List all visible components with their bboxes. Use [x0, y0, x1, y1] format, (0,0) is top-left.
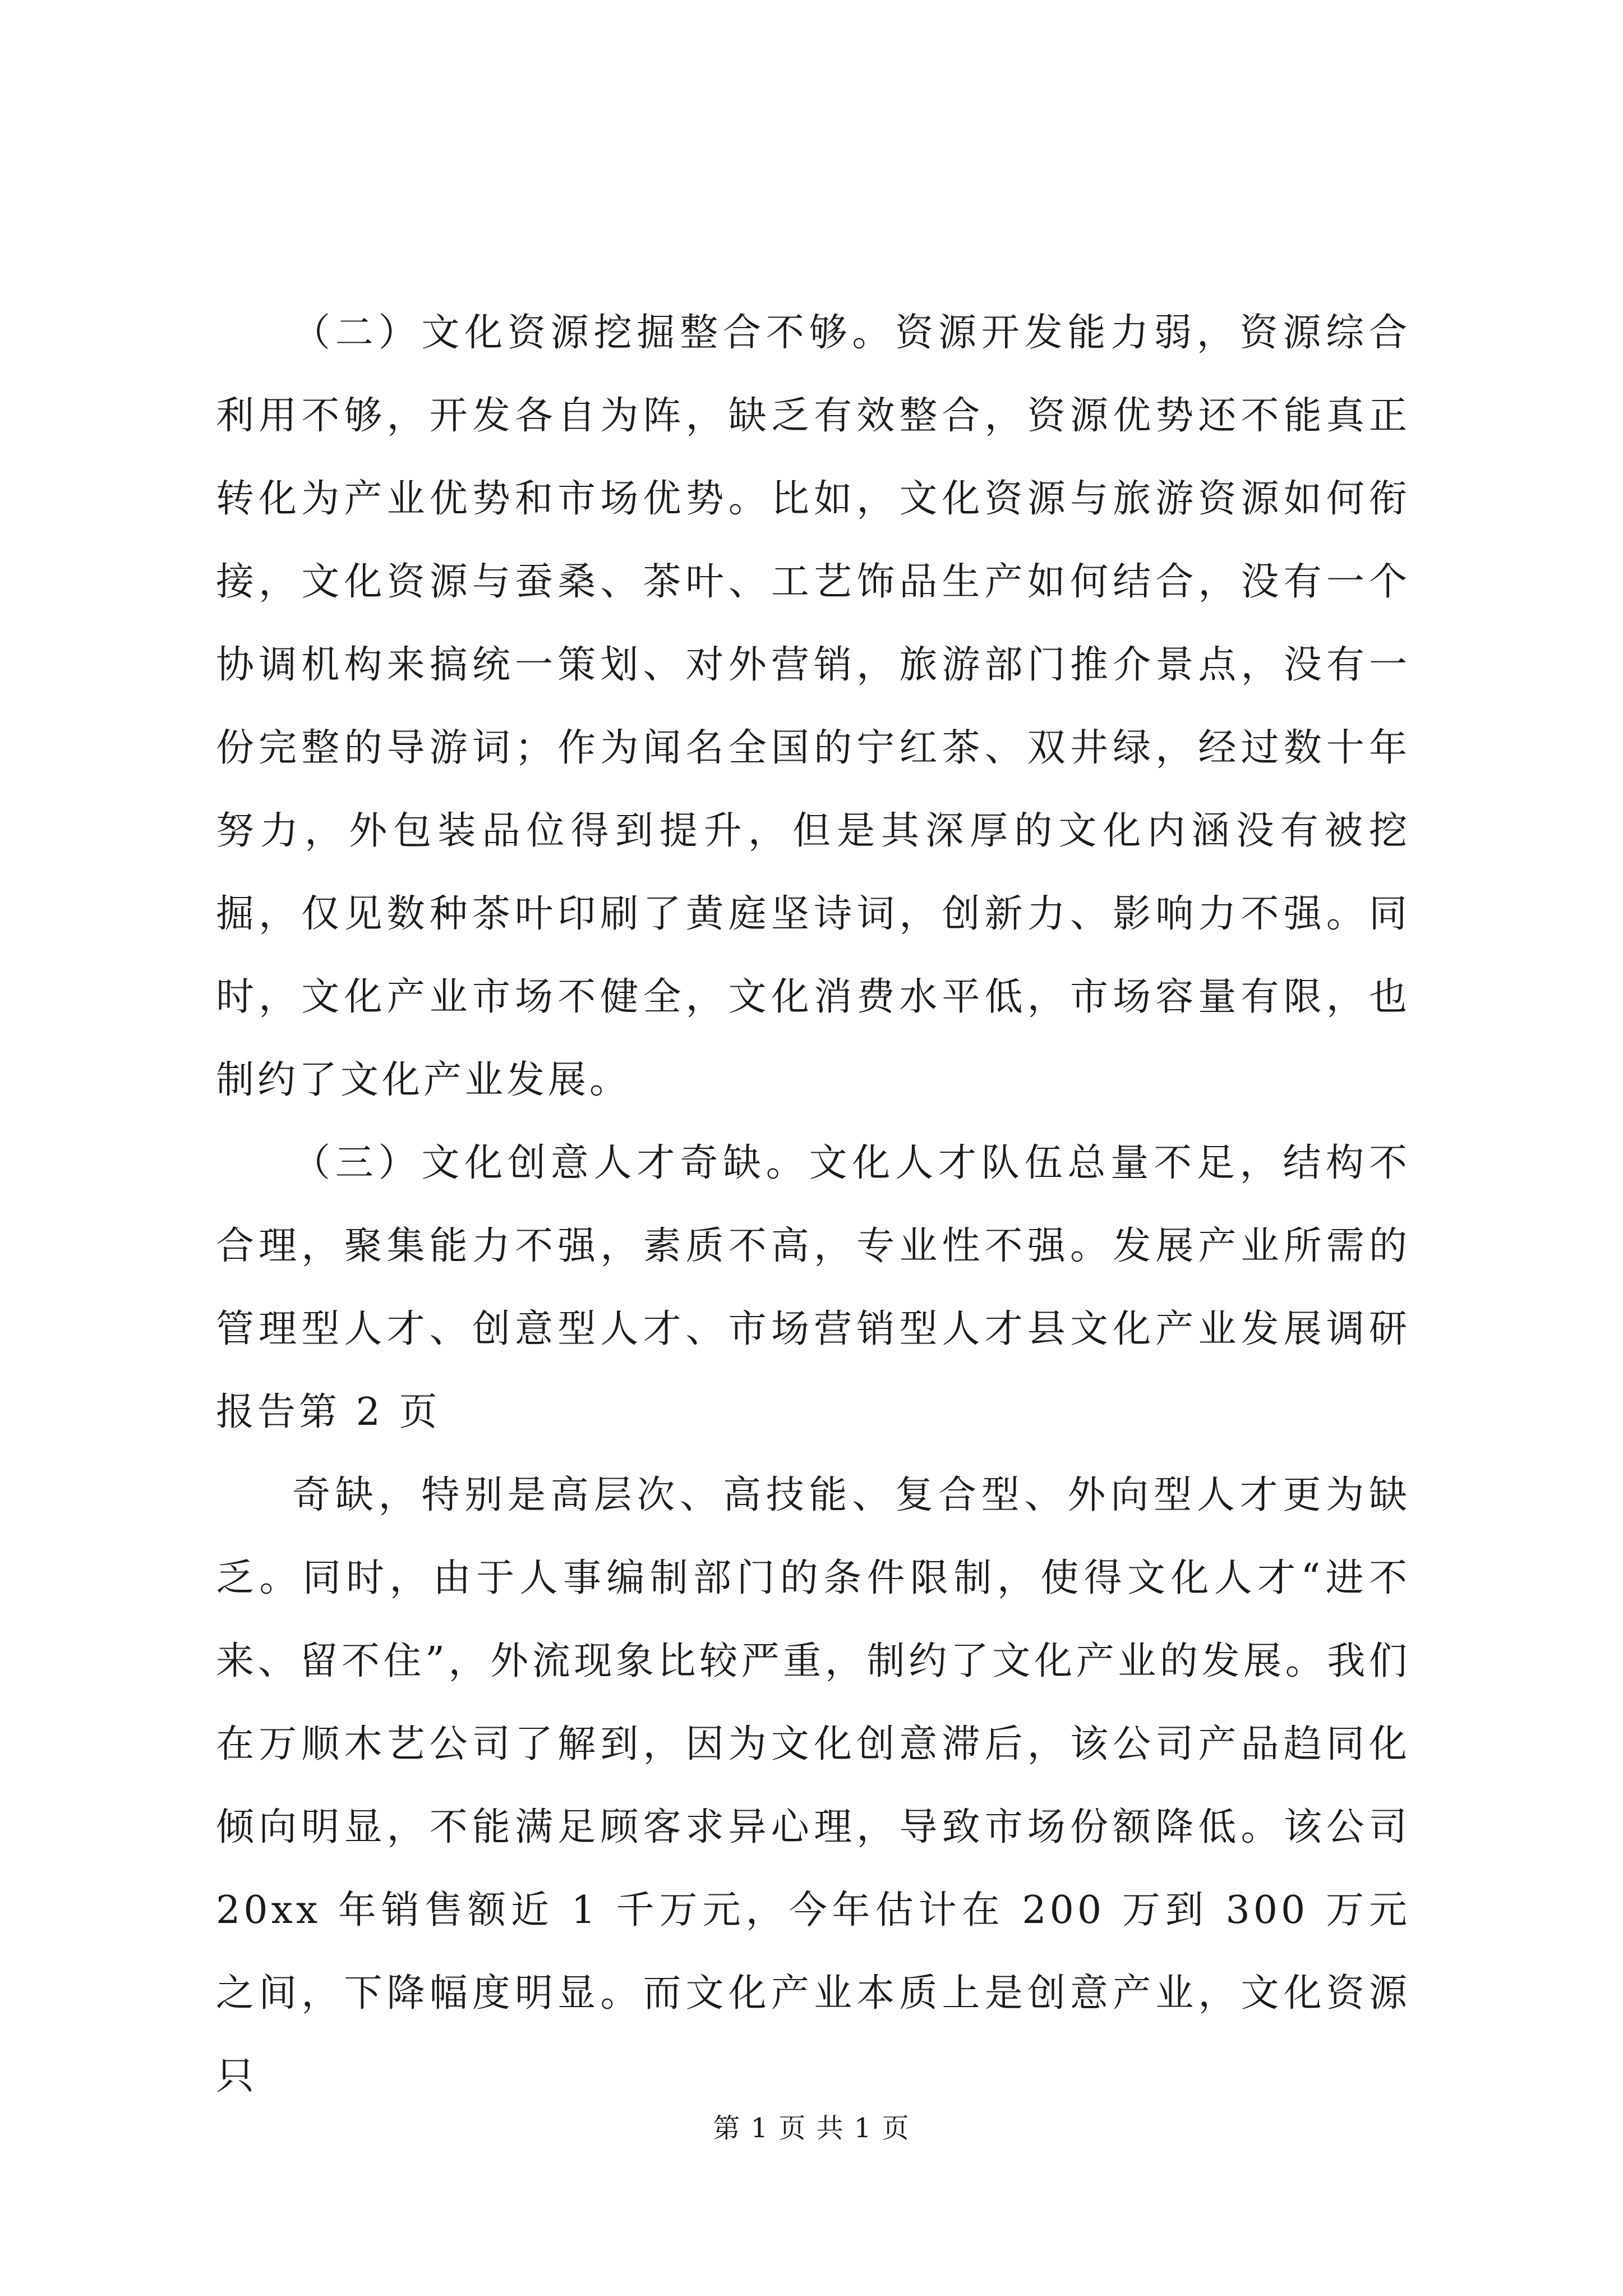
paragraph-talent-shortage: （三）文化创意人才奇缺。文化人才队伍总量不足，结构不合理，聚集能力不强，素质不高，专业性不强。发展产业所需的管理型人才、创意型人才、市场营销型人才县文化产业发展调研报告第 2 页 — [216, 1141, 1410, 1434]
paragraph-talent-continued: 奇缺，特别是高层次、高技能、复合型、外向型人才更为缺乏。同时，由于人事编制部门的条件限制，使得文化人才“进不来、留不住”，外流现象比较严重，制约了文化产业的发展。我们在万顺木艺公司了解到，因为文化创意滞后，该公司产品趋同化倾向明显，不能满足顾客求异心理，导致市场份额降低。该公司 20xx 年销售额近 1 千万元，今年估计在 200 万到 300 万元之间，下降幅度明显。而文化产业本质上是创意产业，文化资源只 — [216, 1473, 1411, 2099]
document-body — [216, 292, 1410, 2118]
paragraph-resource-integration: （二）文化资源挖掘整合不够。资源开发能力弱，资源综合利用不够，开发各自为阵，缺乏有效整合，资源优势还不能真正转化为产业优势和市场优势。比如，文化资源与旅游资源如何衔接，文化资源与蚕桑、茶叶、工艺饰品生产如何结合，没有一个协调机构来搞统一策划、对外营销，旅游部门推介景点，没有一份完整的导游词；作为闻名全国的宁红茶、双井绿，经过数十年努力，外包装品位得到提升，但是其深厚的文化内涵没有被挖掘，仅见数种茶叶印刷了黄庭坚诗词，创新力、影响力不强。同时，文化产业市场不健全，文化消费水平低，市场容量有限，也制约了文化产业发展。 — [216, 311, 1410, 1102]
page-footer: 第 1 页 共 1 页 — [713, 2113, 910, 2144]
